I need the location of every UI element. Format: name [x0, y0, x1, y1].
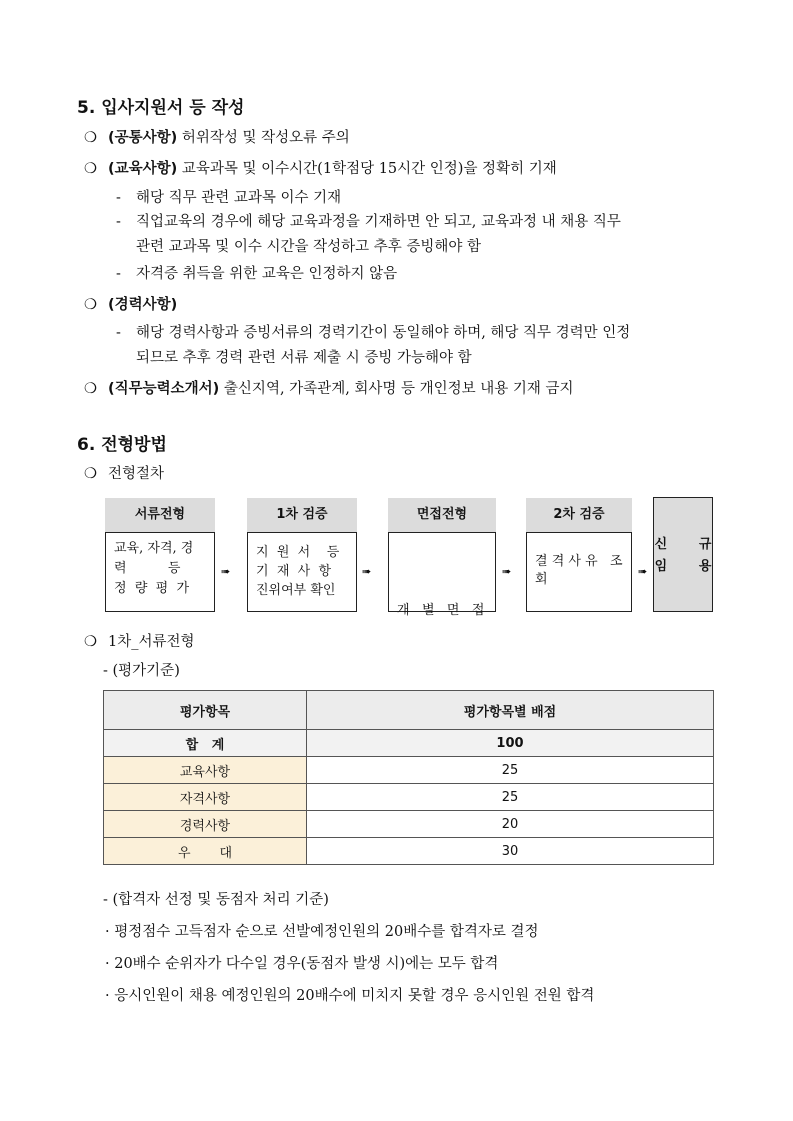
education-note-cont: 관련 교과목 및 이수 시간을 작성하고 추후 증빙해야 함 — [136, 239, 482, 255]
section-5-title: 5. 입사지원서 등 작성 — [77, 98, 245, 118]
criteria-label: - (평가기준) — [103, 663, 180, 679]
table-row: 교육사항 25 — [104, 757, 714, 784]
evaluation-table — [103, 690, 714, 865]
circle-bullet-icon: ❍ — [84, 161, 97, 177]
circle-bullet-icon: ❍ — [84, 381, 97, 397]
pass-rule: · 응시인원이 채용 예정인원의 20배수에 미치지 못할 경우 응시인원 전원 합격 — [105, 988, 595, 1004]
step-header: 면접전형 — [388, 498, 496, 532]
final-step: 신 규 임 용 — [653, 497, 713, 612]
pass-label: - (합격자 선정 및 동점자 처리 기준) — [103, 892, 329, 908]
common-item — [84, 126, 350, 147]
step-header: 1차 검증 — [247, 498, 357, 532]
circle-bullet-icon: ❍ — [84, 634, 97, 650]
table-header-row — [104, 691, 714, 730]
step-body: 지 원 서 등 기 재 사 항 진위여부 확인 — [247, 532, 357, 612]
arrow-right-icon: ➠ — [221, 565, 231, 578]
step-body: 개 별 면 접 — [388, 532, 496, 612]
step-header: 2차 검증 — [526, 498, 632, 532]
circle-bullet-icon: ❍ — [84, 130, 97, 146]
arrow-right-icon: ➠ — [362, 565, 372, 578]
process-label: ❍ 전형절차 — [84, 466, 165, 482]
career-label: (경력사항) — [108, 297, 178, 313]
step-body: 결 격 사 유 조 회 — [526, 532, 632, 612]
education-label: (교육사항) — [108, 161, 178, 177]
dash-icon: - — [116, 214, 121, 230]
dash-icon: - — [116, 266, 121, 282]
arrow-right-icon: ➠ — [502, 565, 512, 578]
circle-bullet-icon: ❍ — [84, 297, 97, 313]
table-row: 경력사항 20 — [104, 811, 714, 838]
column-header: 평가항목별 배점 — [307, 691, 714, 730]
dash-icon: - — [116, 190, 121, 206]
section-6-title: 6. 전형방법 — [77, 435, 167, 455]
career-note-cont: 되므로 추후 경력 관련 서류 제출 시 증빙 가능해야 함 — [136, 350, 472, 366]
step-body: 교육, 자격, 경 력 등 정 량 평 가 — [105, 532, 215, 612]
intro-item — [84, 377, 574, 398]
education-note: - 자격증 취득을 위한 교육은 인정하지 않음 — [116, 266, 398, 282]
pass-rule: · 평정점수 고득점자 순으로 선발예정인원의 20배수를 합격자로 결정 — [105, 924, 539, 940]
table-row: 자격사항 25 — [104, 784, 714, 811]
arrow-right-icon: ➠ — [638, 565, 648, 578]
education-text: 교육과목 및 이수시간(1학점당 15시간 인정)을 정확히 기재 — [177, 161, 557, 177]
education-note: - 해당 직무 관련 교과목 이수 기재 — [116, 190, 342, 206]
intro-text: 출신지역, 가족관계, 회사명 등 개인정보 내용 기재 금지 — [219, 381, 574, 397]
education-item — [84, 157, 557, 178]
common-label: (공통사항) — [108, 130, 178, 146]
circle-bullet-icon: ❍ — [84, 466, 97, 482]
dash-icon: - — [116, 325, 121, 341]
education-note: - 직업교육의 경우에 해당 교육과정을 기재하면 안 되고, 교육과정 내 채용 직무 — [116, 214, 621, 230]
table-row-total — [104, 730, 714, 757]
common-text: 허위작성 및 작성오류 주의 — [177, 130, 350, 146]
career-note: - 해당 경력사항과 증빙서류의 경력기간이 동일해야 하며, 해당 직무 경력만 인정 — [116, 325, 631, 341]
table-row: 우 대 30 — [104, 838, 714, 865]
career-item — [84, 293, 177, 314]
total-value: 100 — [307, 730, 714, 757]
pass-rule: · 20배수 순위자가 다수일 경우(동점자 발생 시)에는 모두 합격 — [105, 956, 499, 972]
step-header: 서류전형 — [105, 498, 215, 532]
first-stage-label: ❍ 1차_서류전형 — [84, 634, 195, 650]
intro-label: (직무능력소개서) — [108, 381, 220, 397]
total-label: 합 계 — [104, 730, 307, 757]
column-header: 평가항목 — [104, 691, 307, 730]
